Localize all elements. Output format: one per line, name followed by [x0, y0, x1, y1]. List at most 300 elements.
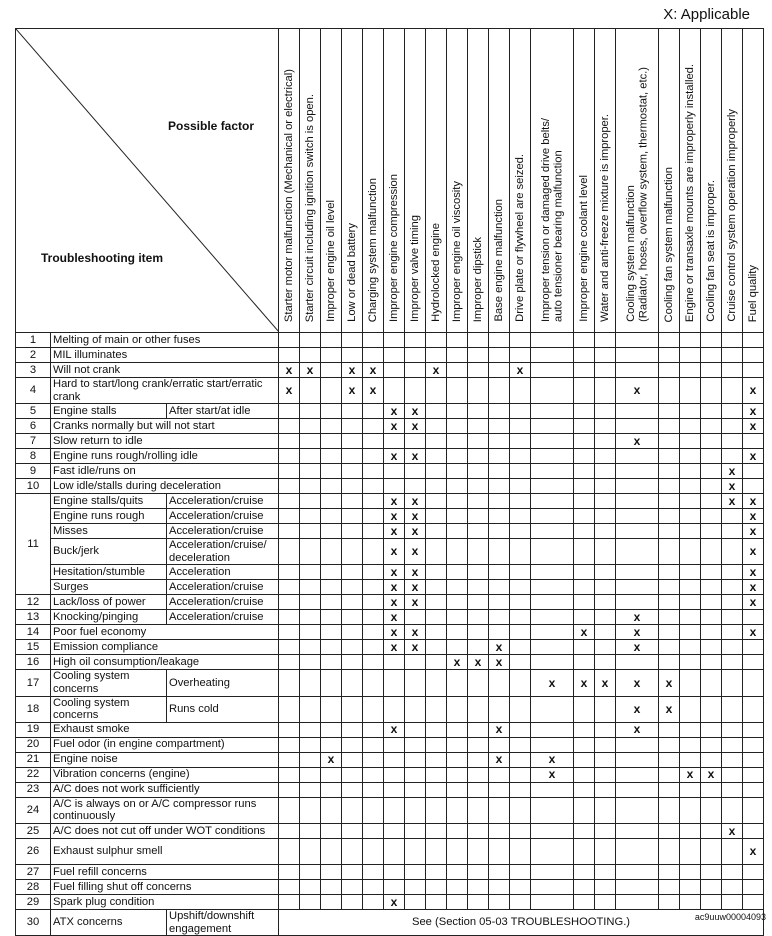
empty-cell	[279, 752, 300, 767]
empty-cell	[616, 449, 659, 464]
empty-cell	[279, 449, 300, 464]
empty-cell	[743, 640, 764, 655]
empty-cell	[342, 782, 363, 797]
empty-cell	[321, 494, 342, 509]
empty-cell	[531, 404, 574, 419]
empty-cell	[405, 434, 426, 449]
empty-cell	[384, 378, 405, 404]
empty-cell	[468, 479, 489, 494]
applicable-mark: x	[384, 449, 405, 464]
empty-cell	[300, 449, 321, 464]
applicable-mark: x	[384, 580, 405, 595]
empty-cell	[447, 823, 468, 838]
empty-cell	[384, 879, 405, 894]
troubleshooting-item: Hesitation/stumble	[51, 565, 167, 580]
empty-cell	[363, 838, 384, 864]
empty-cell	[468, 610, 489, 625]
empty-cell	[680, 696, 701, 722]
condition: Acceleration/cruise	[167, 494, 279, 509]
applicable-mark: x	[384, 894, 405, 909]
applicable-mark: x	[489, 655, 510, 670]
empty-cell	[279, 434, 300, 449]
applicable-mark: x	[405, 565, 426, 580]
empty-cell	[510, 404, 531, 419]
empty-cell	[722, 752, 743, 767]
factor-label: Cooling system malfunction (Radiator, hoses, overflow system, thermostat, etc.)	[624, 67, 650, 322]
empty-cell	[659, 595, 680, 610]
empty-cell	[300, 580, 321, 595]
empty-cell	[447, 782, 468, 797]
empty-cell	[701, 797, 722, 823]
empty-cell	[363, 464, 384, 479]
empty-cell	[616, 509, 659, 524]
empty-cell	[701, 479, 722, 494]
empty-cell	[279, 894, 300, 909]
factor-label: Cruise control system operation improperly	[725, 109, 738, 322]
empty-cell	[531, 565, 574, 580]
empty-cell	[616, 565, 659, 580]
empty-cell	[701, 782, 722, 797]
item-number: 19	[16, 722, 51, 737]
empty-cell	[426, 419, 447, 434]
empty-cell	[489, 494, 510, 509]
empty-cell	[531, 434, 574, 449]
empty-cell	[447, 404, 468, 419]
empty-cell	[321, 464, 342, 479]
empty-cell	[743, 864, 764, 879]
empty-cell	[426, 539, 447, 565]
empty-cell	[384, 655, 405, 670]
empty-cell	[510, 419, 531, 434]
empty-cell	[574, 655, 595, 670]
empty-cell	[531, 449, 574, 464]
empty-cell	[743, 737, 764, 752]
empty-cell	[680, 610, 701, 625]
empty-cell	[701, 752, 722, 767]
item-number: 22	[16, 767, 51, 782]
factor-label: Cooling fan system malfunction	[662, 166, 675, 322]
empty-cell	[279, 782, 300, 797]
empty-cell	[510, 434, 531, 449]
factor-label: Engine or transaxle mounts are improperly installed.	[683, 63, 696, 322]
empty-cell	[321, 610, 342, 625]
empty-cell	[447, 864, 468, 879]
empty-cell	[595, 449, 616, 464]
empty-cell	[300, 434, 321, 449]
empty-cell	[363, 879, 384, 894]
applicable-mark: x	[743, 580, 764, 595]
empty-cell	[426, 610, 447, 625]
empty-cell	[574, 864, 595, 879]
empty-cell	[510, 879, 531, 894]
item-number: 11	[16, 494, 51, 595]
empty-cell	[342, 823, 363, 838]
empty-cell	[363, 434, 384, 449]
empty-cell	[510, 838, 531, 864]
empty-cell	[405, 610, 426, 625]
empty-cell	[447, 737, 468, 752]
empty-cell	[405, 696, 426, 722]
empty-cell	[531, 524, 574, 539]
empty-cell	[531, 864, 574, 879]
item-number: 9	[16, 464, 51, 479]
empty-cell	[701, 449, 722, 464]
factor-label: Improper dipstick	[471, 236, 484, 322]
empty-cell	[616, 838, 659, 864]
empty-cell	[426, 348, 447, 363]
empty-cell	[405, 363, 426, 378]
empty-cell	[722, 378, 743, 404]
empty-cell	[468, 348, 489, 363]
applicable-mark: x	[405, 625, 426, 640]
applicable-mark: x	[510, 363, 531, 378]
empty-cell	[384, 838, 405, 864]
empty-cell	[722, 782, 743, 797]
empty-cell	[447, 797, 468, 823]
troubleshooting-item: Engine runs rough	[51, 509, 167, 524]
empty-cell	[659, 449, 680, 464]
empty-cell	[279, 655, 300, 670]
applicable-mark: x	[384, 640, 405, 655]
item-number: 4	[16, 378, 51, 404]
empty-cell	[743, 434, 764, 449]
table-row	[16, 363, 764, 378]
empty-cell	[722, 640, 743, 655]
empty-cell	[384, 696, 405, 722]
empty-cell	[574, 823, 595, 838]
condition: Acceleration/cruise/ deceleration	[167, 539, 279, 565]
table-row	[16, 565, 764, 580]
applicable-mark: x	[426, 363, 447, 378]
empty-cell	[531, 610, 574, 625]
empty-cell	[510, 797, 531, 823]
item-number: 16	[16, 655, 51, 670]
empty-cell	[363, 348, 384, 363]
empty-cell	[659, 348, 680, 363]
empty-cell	[468, 879, 489, 894]
empty-cell	[574, 464, 595, 479]
empty-cell	[321, 419, 342, 434]
empty-cell	[616, 595, 659, 610]
empty-cell	[531, 823, 574, 838]
empty-cell	[743, 894, 764, 909]
empty-cell	[363, 864, 384, 879]
empty-cell	[595, 419, 616, 434]
troubleshooting-item: Exhaust sulphur smell	[51, 838, 279, 864]
troubleshooting-item: A/C does not cut off under WOT conditions	[51, 823, 279, 838]
empty-cell	[510, 348, 531, 363]
applicable-mark: x	[659, 696, 680, 722]
item-number: 7	[16, 434, 51, 449]
empty-cell	[489, 449, 510, 464]
empty-cell	[447, 434, 468, 449]
empty-cell	[701, 333, 722, 348]
empty-cell	[616, 404, 659, 419]
empty-cell	[595, 610, 616, 625]
factor-header-11	[510, 29, 531, 333]
empty-cell	[279, 722, 300, 737]
empty-cell	[595, 539, 616, 565]
empty-cell	[722, 363, 743, 378]
empty-cell	[342, 610, 363, 625]
empty-cell	[405, 797, 426, 823]
empty-cell	[531, 419, 574, 434]
empty-cell	[363, 722, 384, 737]
empty-cell	[468, 378, 489, 404]
empty-cell	[279, 670, 300, 696]
empty-cell	[426, 464, 447, 479]
empty-cell	[447, 464, 468, 479]
empty-cell	[384, 363, 405, 378]
empty-cell	[468, 494, 489, 509]
empty-cell	[510, 333, 531, 348]
empty-cell	[595, 722, 616, 737]
empty-cell	[659, 782, 680, 797]
empty-cell	[426, 894, 447, 909]
applicable-mark: x	[384, 595, 405, 610]
empty-cell	[722, 655, 743, 670]
troubleshooting-item: Lack/loss of power	[51, 595, 167, 610]
empty-cell	[300, 479, 321, 494]
applicable-mark: x	[405, 509, 426, 524]
condition: Runs cold	[167, 696, 279, 722]
empty-cell	[363, 655, 384, 670]
empty-cell	[701, 879, 722, 894]
empty-cell	[468, 838, 489, 864]
empty-cell	[531, 838, 574, 864]
empty-cell	[321, 580, 342, 595]
item-number: 25	[16, 823, 51, 838]
empty-cell	[468, 333, 489, 348]
empty-cell	[701, 494, 722, 509]
empty-cell	[426, 449, 447, 464]
empty-cell	[342, 752, 363, 767]
empty-cell	[384, 823, 405, 838]
empty-cell	[722, 767, 743, 782]
empty-cell	[743, 363, 764, 378]
empty-cell	[342, 737, 363, 752]
empty-cell	[279, 879, 300, 894]
empty-cell	[595, 823, 616, 838]
empty-cell	[426, 838, 447, 864]
empty-cell	[574, 782, 595, 797]
empty-cell	[426, 565, 447, 580]
empty-cell	[680, 333, 701, 348]
empty-cell	[616, 333, 659, 348]
empty-cell	[363, 894, 384, 909]
empty-cell	[300, 404, 321, 419]
empty-cell	[279, 333, 300, 348]
table-row	[16, 464, 764, 479]
applicable-mark: x	[743, 494, 764, 509]
troubleshooting-item-label: Troubleshooting item	[41, 251, 163, 265]
applicable-mark: x	[722, 464, 743, 479]
applicable-mark: x	[384, 539, 405, 565]
empty-cell	[321, 864, 342, 879]
empty-cell	[743, 879, 764, 894]
empty-cell	[489, 782, 510, 797]
item-number: 10	[16, 479, 51, 494]
empty-cell	[701, 404, 722, 419]
empty-cell	[300, 894, 321, 909]
empty-cell	[447, 767, 468, 782]
empty-cell	[680, 823, 701, 838]
empty-cell	[363, 479, 384, 494]
empty-cell	[279, 479, 300, 494]
empty-cell	[447, 348, 468, 363]
empty-cell	[595, 864, 616, 879]
empty-cell	[510, 595, 531, 610]
empty-cell	[468, 404, 489, 419]
factor-header-17	[680, 29, 701, 333]
empty-cell	[722, 625, 743, 640]
table-row	[16, 909, 764, 935]
table-row	[16, 419, 764, 434]
empty-cell	[531, 722, 574, 737]
empty-cell	[595, 737, 616, 752]
empty-cell	[279, 419, 300, 434]
empty-cell	[722, 404, 743, 419]
empty-cell	[701, 894, 722, 909]
condition: Overheating	[167, 670, 279, 696]
empty-cell	[468, 539, 489, 565]
empty-cell	[321, 539, 342, 565]
see-section-note: See (Section 05-03 TROUBLESHOOTING.)	[279, 909, 764, 935]
empty-cell	[489, 419, 510, 434]
empty-cell	[468, 722, 489, 737]
empty-cell	[574, 348, 595, 363]
troubleshooting-item: Fuel refill concerns	[51, 864, 279, 879]
empty-cell	[489, 434, 510, 449]
empty-cell	[447, 494, 468, 509]
empty-cell	[701, 838, 722, 864]
empty-cell	[279, 696, 300, 722]
table-row	[16, 449, 764, 464]
empty-cell	[574, 524, 595, 539]
empty-cell	[510, 524, 531, 539]
empty-cell	[447, 879, 468, 894]
empty-cell	[574, 767, 595, 782]
empty-cell	[384, 333, 405, 348]
factor-header-7	[426, 29, 447, 333]
empty-cell	[342, 640, 363, 655]
empty-cell	[279, 348, 300, 363]
empty-cell	[321, 509, 342, 524]
empty-cell	[447, 479, 468, 494]
troubleshooting-item: Will not crank	[51, 363, 279, 378]
empty-cell	[489, 670, 510, 696]
item-number: 8	[16, 449, 51, 464]
empty-cell	[321, 404, 342, 419]
applicable-mark: x	[616, 696, 659, 722]
factor-header-5	[384, 29, 405, 333]
empty-cell	[531, 782, 574, 797]
empty-cell	[743, 610, 764, 625]
troubleshooting-item: Cranks normally but will not start	[51, 419, 279, 434]
item-number: 20	[16, 737, 51, 752]
applicable-mark: x	[405, 404, 426, 419]
empty-cell	[321, 479, 342, 494]
troubleshooting-item: Hard to start/long crank/erratic start/erratic crank	[51, 378, 279, 404]
empty-cell	[659, 823, 680, 838]
empty-cell	[743, 782, 764, 797]
empty-cell	[595, 894, 616, 909]
empty-cell	[405, 737, 426, 752]
empty-cell	[722, 894, 743, 909]
factor-header-3	[342, 29, 363, 333]
empty-cell	[279, 610, 300, 625]
applicable-mark: x	[743, 524, 764, 539]
empty-cell	[342, 722, 363, 737]
empty-cell	[680, 864, 701, 879]
empty-cell	[510, 864, 531, 879]
empty-cell	[659, 610, 680, 625]
empty-cell	[680, 378, 701, 404]
empty-cell	[722, 580, 743, 595]
empty-cell	[743, 479, 764, 494]
empty-cell	[321, 823, 342, 838]
factor-label: Improper tension or damaged drive belts/ auto tensioner bearing malfunction	[539, 118, 565, 322]
applicable-mark: x	[384, 722, 405, 737]
table-row	[16, 838, 764, 864]
troubleshooting-table-container	[15, 28, 764, 936]
empty-cell	[279, 838, 300, 864]
table-row	[16, 797, 764, 823]
applicable-mark: x	[743, 419, 764, 434]
empty-cell	[426, 404, 447, 419]
empty-cell	[510, 752, 531, 767]
empty-cell	[659, 797, 680, 823]
empty-cell	[279, 797, 300, 823]
empty-cell	[659, 580, 680, 595]
empty-cell	[342, 655, 363, 670]
applicable-mark: x	[405, 524, 426, 539]
empty-cell	[300, 509, 321, 524]
empty-cell	[722, 864, 743, 879]
empty-cell	[680, 670, 701, 696]
empty-cell	[468, 797, 489, 823]
empty-cell	[616, 524, 659, 539]
empty-cell	[363, 797, 384, 823]
table-row	[16, 348, 764, 363]
empty-cell	[405, 864, 426, 879]
troubleshooting-item: Fuel odor (in engine compartment)	[51, 737, 279, 752]
factor-header-9	[468, 29, 489, 333]
empty-cell	[701, 610, 722, 625]
empty-cell	[447, 838, 468, 864]
empty-cell	[510, 737, 531, 752]
troubleshooting-item: Knocking/pinging	[51, 610, 167, 625]
table-row	[16, 752, 764, 767]
empty-cell	[722, 348, 743, 363]
empty-cell	[321, 348, 342, 363]
empty-cell	[743, 823, 764, 838]
empty-cell	[426, 595, 447, 610]
table-row	[16, 610, 764, 625]
empty-cell	[595, 797, 616, 823]
item-number: 12	[16, 595, 51, 610]
empty-cell	[468, 434, 489, 449]
empty-cell	[743, 696, 764, 722]
empty-cell	[342, 767, 363, 782]
empty-cell	[701, 464, 722, 479]
empty-cell	[659, 625, 680, 640]
empty-cell	[722, 797, 743, 823]
applicable-mark: x	[616, 434, 659, 449]
empty-cell	[680, 797, 701, 823]
empty-cell	[722, 449, 743, 464]
empty-cell	[722, 838, 743, 864]
